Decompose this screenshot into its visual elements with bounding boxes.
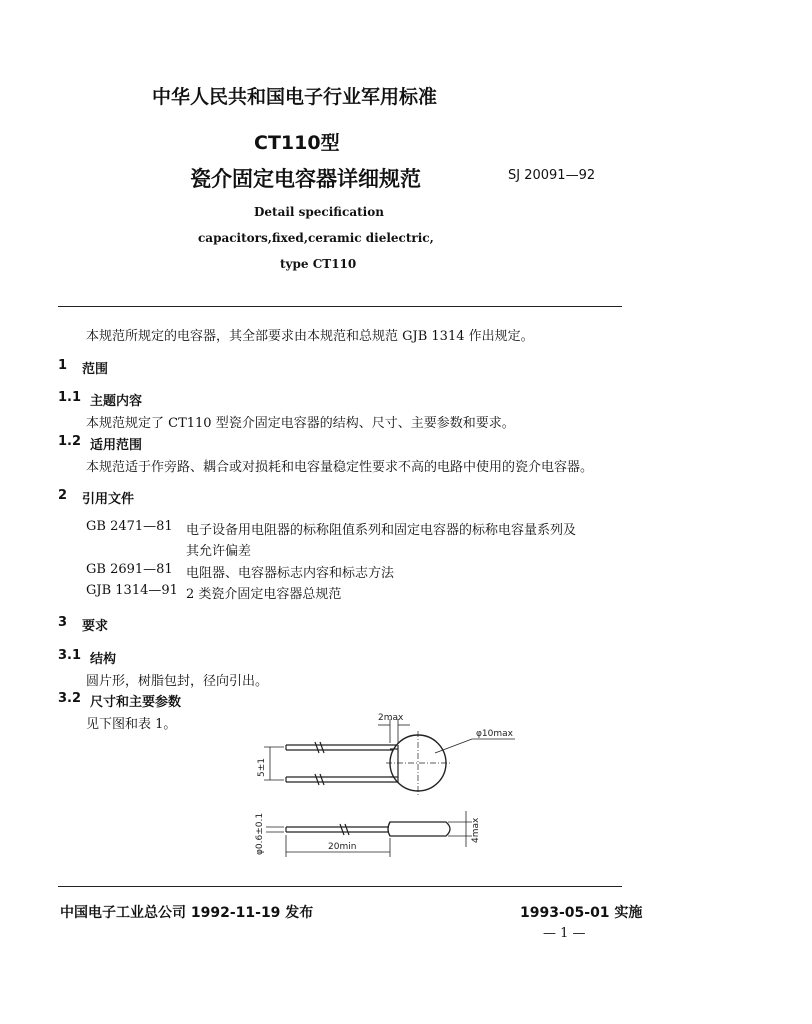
section-1-2-title: 适用范围 (90, 438, 143, 453)
section-3-2-num: 3.2 (58, 691, 82, 706)
page-number: — 1 — (543, 926, 586, 941)
section-1-2-text: 本规范适于作旁路、耦合或对损耗和电容量稳定性要求不高的电路中使用的瓷介电容器。 (86, 460, 594, 475)
section-3-2-title: 尺寸和主要参数 (90, 695, 182, 710)
ref-code: GB 2691—81 (86, 562, 173, 577)
section-2-num: 2 (58, 488, 68, 503)
header-rule (58, 306, 622, 307)
section-2-title: 引用文件 (82, 492, 135, 507)
section-1-title: 范围 (82, 362, 109, 377)
lead-diameter-label: φ0.6±0.1 (255, 812, 265, 855)
section-3-num: 3 (58, 615, 68, 630)
english-title-line3: type CT110 (280, 257, 357, 271)
section-1-1-title: 主题内容 (90, 394, 143, 409)
section-3-1-title: 结构 (90, 652, 117, 667)
ref-code: GB 2471—81 (86, 519, 173, 534)
ref-text: 电阻器、电容器标志内容和标志方法 (186, 566, 395, 581)
ref-text-cont: 其允许偏差 (186, 544, 252, 559)
thickness-dimension-label: 4max (471, 817, 481, 843)
section-3-title: 要求 (82, 619, 109, 634)
gap-dimension-label: 2max (378, 713, 404, 723)
lead-top (286, 742, 398, 753)
section-3-1-num: 3.1 (58, 648, 82, 663)
section-3-1-text: 圆片形，树脂包封，径向引出。 (86, 674, 269, 689)
standard-code: SJ 20091—92 (508, 168, 596, 183)
section-1-2-num: 1.2 (58, 434, 82, 449)
diameter-dimension-label: φ10max (476, 729, 513, 739)
pitch-dimension-label: 5±1 (257, 758, 267, 777)
agency-title: 中华人民共和国电子行业军用标准 (152, 86, 438, 108)
section-3-2-text: 见下图和表 1。 (86, 717, 177, 732)
english-title-line2: capacitors,fixed,ceramic dielectric, (198, 231, 434, 245)
thickness-dimension (448, 811, 472, 847)
capacitor-dimension-drawing (240, 705, 540, 875)
title-type: CT110型 (254, 132, 340, 154)
section-1-1-num: 1.1 (58, 390, 82, 405)
effective-date: 1993-05-01 实施 (520, 905, 643, 921)
ref-code: GJB 1314—91 (86, 583, 178, 598)
title-main: 瓷介固定电容器详细规范 (190, 167, 421, 191)
english-title-line1: Detail specification (254, 205, 384, 219)
footer-rule (58, 886, 622, 887)
ref-text: 2 类瓷介固定电容器总规范 (186, 587, 342, 602)
intro-text: 本规范所规定的电容器，其全部要求由本规范和总规范 GJB 1314 作出规定。 (86, 329, 534, 344)
section-1-num: 1 (58, 358, 68, 373)
side-view-body (388, 822, 450, 836)
issuer-line: 中国电子工业总公司 1992-11-19 发布 (60, 905, 314, 921)
length-dimension-label: 20min (328, 842, 357, 852)
lead-bottom (286, 774, 398, 785)
ref-text: 电子设备用电阻器的标称阻值系列和固定电容器的标称电容量系列及 (186, 523, 577, 538)
section-1-1-text: 本规范规定了 CT110 型瓷介固定电容器的结构、尺寸、主要参数和要求。 (86, 416, 515, 431)
pitch-dimension (264, 747, 284, 780)
